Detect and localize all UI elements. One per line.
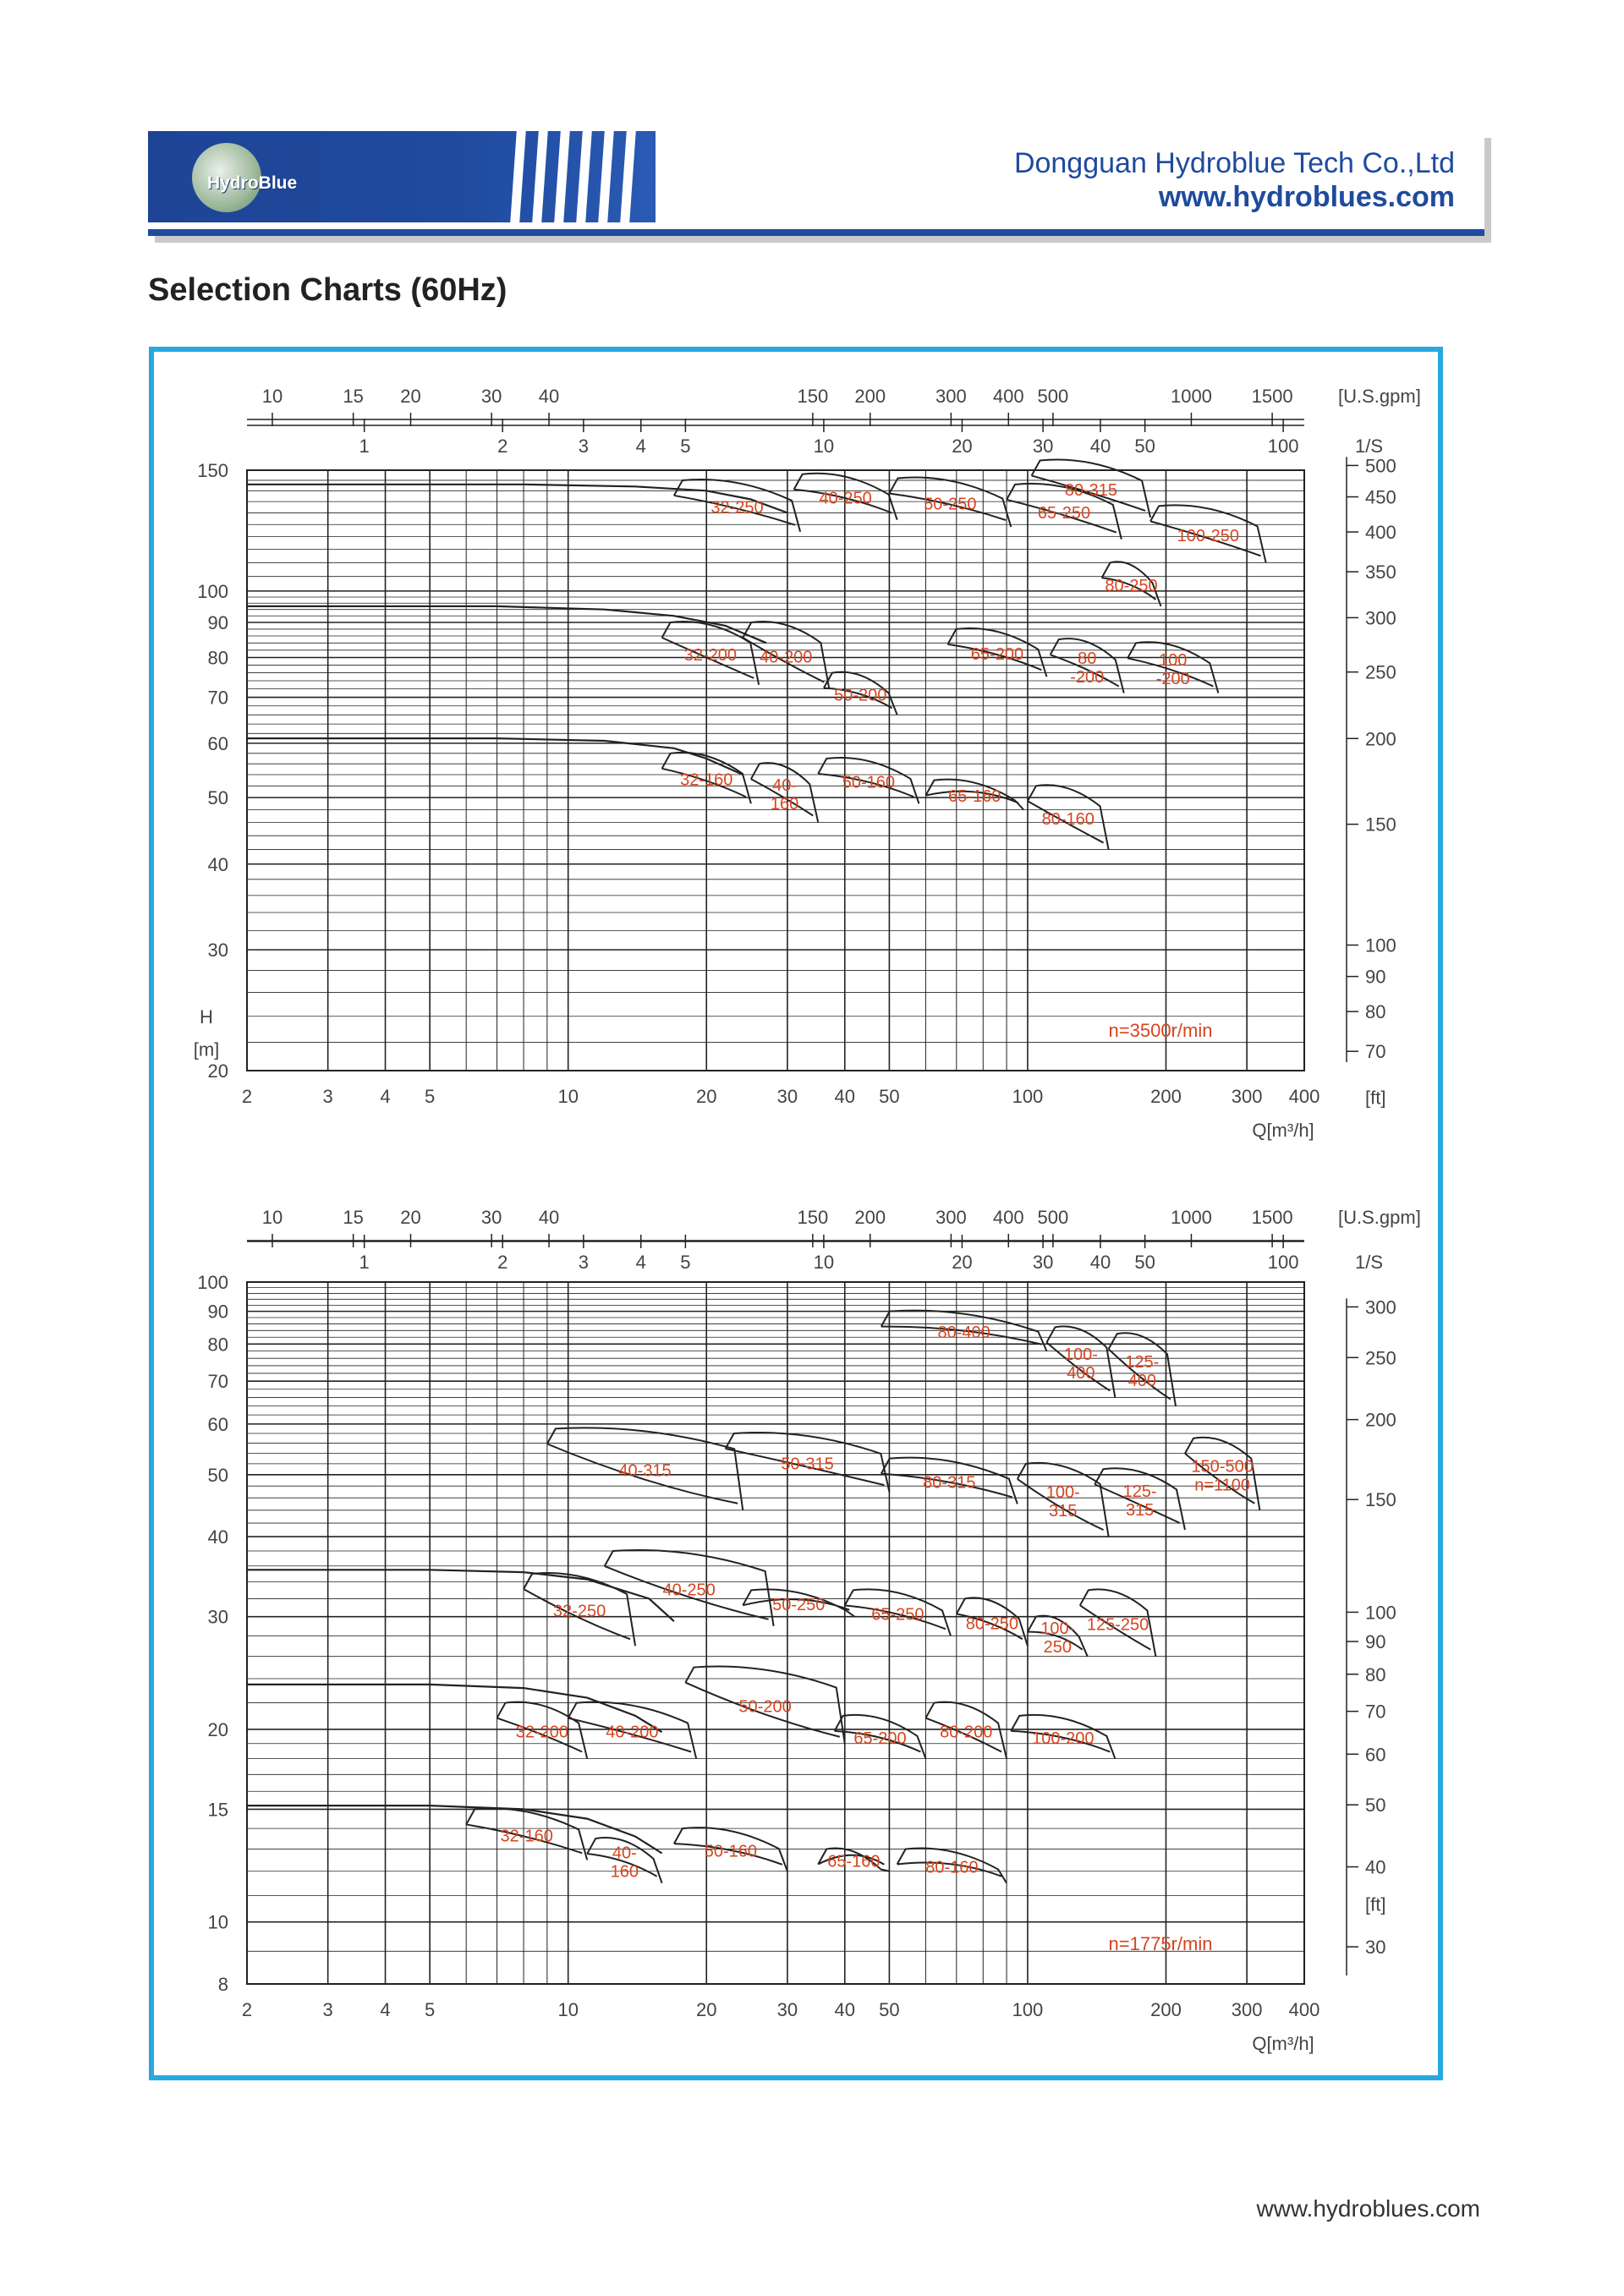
ls-tick-label: 2 [497,1252,508,1273]
x-tick-label: 2 [241,1999,253,2020]
pump-model-label: 65-250 [871,1605,924,1625]
gpm-tick-label: 10 [261,386,283,407]
pump-model-label: 40- [772,775,798,795]
ls-tick-label: 4 [635,1252,646,1273]
right-tick-label: 100 [1365,1602,1396,1624]
right-tick-label: 350 [1365,562,1396,584]
ls-tick-label: 100 [1267,436,1299,457]
pump-model-label: 65-160 [948,787,1001,807]
gpm-tick-label: 40 [538,386,560,407]
ls-axis-label: 1/S [1355,1252,1384,1273]
pump-model-label: 150-500 [1191,1457,1254,1477]
gpm-tick-label: 300 [935,386,967,407]
speed-label: n=1775r/min [1108,1933,1213,1954]
pump-model-label: 50-250 [924,495,977,514]
gpm-tick-label: 20 [400,386,421,407]
pump-model-label: -200 [1070,667,1105,687]
pump-model-label: 160 [610,1862,639,1882]
gpm-tick-label: 500 [1037,1207,1069,1228]
pump-model-label: 80-250 [965,1614,1019,1634]
selection-charts [154,352,1438,2075]
y-tick-label: 40 [207,1526,228,1548]
right-tick-label: 70 [1365,1041,1386,1063]
gpm-tick-label: 30 [480,1207,502,1228]
pump-model-label: 32-200 [515,1723,569,1742]
pump-model-label: 50-315 [781,1455,834,1474]
x-tick-label: 100 [1012,1999,1044,2020]
y-axis-label: H [200,1006,213,1027]
ls-tick-label: 1 [359,436,370,457]
right-tick-label: 250 [1365,661,1396,683]
x-tick-label: 50 [879,1999,900,2020]
gpm-tick-label: 200 [854,386,886,407]
pump-model-label: 80 [1078,649,1097,668]
pump-model-label: 40-315 [618,1461,672,1481]
x-tick-label: 40 [834,1999,856,2020]
pump-model-label: 80-200 [940,1723,993,1742]
gpm-tick-label: 15 [343,386,364,407]
pump-model-label: 125-250 [1086,1615,1149,1635]
pump-model-label: 40-200 [606,1723,659,1742]
right-tick-label: 150 [1365,1489,1396,1511]
right-tick-label: 70 [1365,1701,1386,1723]
pump-model-label: 32-160 [500,1827,553,1846]
pump-model-label: 65-200 [970,645,1024,665]
gpm-tick-label: 1500 [1251,386,1293,407]
header-logo-panel [148,131,656,222]
x-tick-label: 300 [1231,1999,1263,2020]
right-tick-label: 40 [1365,1856,1386,1878]
y-tick-label: 90 [207,1301,228,1323]
gpm-tick-label: 1500 [1251,1207,1293,1228]
company-info [1014,146,1455,214]
gpm-tick-label: 150 [797,386,829,407]
gpm-tick-label: 200 [854,1207,886,1228]
y-tick-label: 20 [207,1060,228,1082]
pump-model-label: 400 [1127,1371,1156,1390]
x-tick-label: 200 [1150,1086,1182,1107]
pump-model-label: 160 [770,794,799,814]
right-tick-label: 90 [1365,966,1386,988]
gpm-tick-label: 15 [343,1207,364,1228]
ls-tick-label: 30 [1032,1252,1054,1273]
footer-website: www.hydroblues.com [1256,2195,1480,2222]
chart-frame [149,347,1443,2080]
y-tick-label: 60 [207,732,228,754]
page-title: Selection Charts (60Hz) [148,272,508,308]
gpm-tick-label: 10 [261,1207,283,1228]
y-tick-label: 80 [207,647,228,669]
right-tick-label: 300 [1365,607,1396,629]
pump-model-label: 50-160 [842,773,895,792]
pump-model-label: 65-250 [1037,504,1091,523]
pump-model-label: 80-400 [937,1323,990,1343]
plot-border [247,470,1304,1071]
head-curve [247,1806,662,1853]
x-tick-label: 200 [1150,1999,1182,2020]
pump-model-label: 32-160 [680,770,733,790]
y-tick-label: 150 [197,460,228,481]
x-tick-label: 5 [425,1086,436,1107]
logo-text: HydroBlue [207,173,298,193]
y-tick-label: 70 [207,1371,228,1393]
pump-model-label: 65-200 [853,1729,907,1749]
right-tick-label: 50 [1365,1795,1386,1817]
x-tick-label: 50 [879,1086,900,1107]
x-tick-label: 20 [695,1086,717,1107]
ls-tick-label: 50 [1134,436,1155,457]
pump-model-label: 50-200 [738,1697,792,1717]
right-tick-label: 90 [1365,1631,1386,1653]
y-tick-label: 70 [207,687,228,709]
y-tick-label: 80 [207,1334,228,1356]
x-axis-label: Q[m³/h] [1252,2033,1314,2054]
ls-tick-label: 1 [359,1252,370,1273]
pump-model-label: 315 [1125,1501,1155,1521]
y-tick-label: 50 [207,1464,228,1486]
x-tick-label: 20 [695,1999,717,2020]
pump-model-label: 315 [1049,1502,1078,1521]
right-tick-label: 100 [1365,934,1396,956]
y-tick-label: 40 [207,853,228,875]
pump-model-label: 50-200 [834,686,887,705]
x-tick-label: 10 [557,1999,579,2020]
pump-model-label: 80-160 [1041,809,1095,829]
gpm-tick-label: 400 [992,1207,1024,1228]
x-tick-label: 4 [380,1086,391,1107]
pump-model-label: 65-160 [827,1852,881,1871]
pump-model-label: -200 [1155,669,1190,688]
gpm-tick-label: 500 [1037,386,1069,407]
x-tick-label: 2 [241,1086,253,1107]
pump-model-label: 100- [1040,1619,1075,1639]
x-tick-label: 3 [322,1999,333,2020]
pump-model-label: 40-250 [819,489,872,508]
ls-tick-label: 5 [680,1252,691,1273]
y-tick-label: 30 [207,1606,228,1628]
gpm-tick-label: 30 [480,386,502,407]
head-curve [247,606,766,643]
pump-model-label: 100 [1159,650,1188,670]
x-tick-label: 5 [425,1999,436,2020]
company-name: Dongguan Hydroblue Tech Co.,Ltd [1013,147,1455,179]
ls-tick-label: 4 [635,436,646,457]
pump-model-label: n=1100 [1194,1476,1251,1495]
pump-model-label: 40-200 [760,648,813,667]
gpm-tick-label: 1000 [1170,386,1212,407]
pump-model-label: 50-160 [704,1842,758,1861]
x-tick-label: 10 [557,1086,579,1107]
pump-model-label: 40- [612,1844,637,1863]
pump-model-label: 250 [1043,1638,1073,1658]
pump-model-label: 32-250 [552,1602,606,1621]
x-axis-label: Q[m³/h] [1252,1120,1314,1141]
y-tick-label: 90 [207,612,228,634]
ls-tick-label: 10 [813,436,835,457]
y-tick-label: 60 [207,1413,228,1435]
ls-tick-label: 30 [1032,436,1054,457]
right-tick-label: 60 [1365,1744,1386,1766]
pump-model-label: 125- [1125,1352,1160,1372]
pump-model-label: 80-315 [923,1473,976,1493]
x-tick-label: 30 [776,1086,798,1107]
right-tick-label: 80 [1365,1001,1386,1023]
x-tick-label: 100 [1012,1086,1044,1107]
y-tick-label: 30 [207,940,228,962]
pump-model-label: 400 [1067,1363,1095,1383]
right-axis-label: [ft] [1365,1087,1386,1109]
right-tick-label: 30 [1365,1937,1386,1959]
gpm-tick-label: 150 [797,1207,829,1228]
ls-tick-label: 5 [680,436,691,457]
speed-label: n=3500r/min [1108,1020,1213,1041]
pump-model-label: 80-250 [1105,577,1158,596]
gpm-tick-label: 300 [935,1207,967,1228]
gpm-tick-label: 40 [538,1207,560,1228]
y-tick-label: 8 [217,1974,228,1995]
gpm-axis-label: [U.S.gpm] [1338,386,1421,407]
pump-model-label: 80-160 [925,1858,979,1877]
y-tick-label: 100 [197,580,228,602]
pump-model-label: 40-250 [662,1581,716,1600]
gpm-axis-label: [U.S.gpm] [1338,1207,1421,1228]
ls-tick-label: 100 [1267,1252,1299,1273]
pump-model-label: 80-315 [1064,481,1117,501]
ls-tick-label: 3 [578,1252,589,1273]
head-curve [247,1570,674,1621]
x-tick-label: 4 [380,1999,391,2020]
ls-tick-label: 10 [813,1252,835,1273]
y-tick-label: 20 [207,1718,228,1740]
right-tick-label: 300 [1365,1296,1396,1318]
pump-model-label: 32-200 [683,645,738,665]
pump-model-label: 100-250 [1177,526,1240,545]
pump-model-label: 100-200 [1032,1729,1095,1749]
x-tick-label: 30 [776,1999,798,2020]
y-tick-label: 50 [207,787,228,809]
header-stripes [503,131,656,222]
ls-axis-label: 1/S [1355,436,1384,457]
right-tick-label: 200 [1365,1409,1396,1431]
pump-model-label: 100- [1045,1483,1080,1503]
right-tick-label: 450 [1365,486,1396,508]
x-tick-label: 40 [834,1086,856,1107]
right-axis-label: [ft] [1365,1893,1386,1915]
x-tick-label: 300 [1231,1086,1263,1107]
right-tick-label: 80 [1365,1663,1386,1685]
gpm-tick-label: 1000 [1170,1207,1212,1228]
ls-tick-label: 40 [1089,1252,1111,1273]
ls-tick-label: 2 [497,436,508,457]
pump-model-label: 32-250 [710,498,764,518]
right-tick-label: 500 [1365,455,1396,477]
gpm-tick-label: 400 [992,386,1024,407]
pump-model-label: 50-250 [772,1595,826,1614]
right-tick-label: 400 [1365,522,1396,544]
ls-tick-label: 20 [952,436,973,457]
gpm-tick-label: 20 [400,1207,421,1228]
y-tick-label: 100 [197,1272,228,1293]
ls-tick-label: 50 [1134,1252,1155,1273]
y-tick-label: 10 [207,1911,228,1933]
right-tick-label: 200 [1365,728,1396,750]
x-tick-label: 400 [1288,1999,1320,2020]
x-tick-label: 400 [1288,1086,1320,1107]
right-tick-label: 150 [1365,814,1396,836]
y-tick-label: 15 [207,1799,228,1821]
ls-tick-label: 20 [952,1252,973,1273]
header-banner [148,131,1484,236]
right-tick-label: 250 [1365,1347,1396,1369]
company-website: www.hydroblues.com [1158,181,1455,213]
pump-model-label: 100- [1063,1345,1098,1364]
x-tick-label: 3 [322,1086,333,1107]
ls-tick-label: 40 [1089,436,1111,457]
pump-model-label: 125- [1122,1482,1157,1502]
y-axis-unit: [m] [193,1038,220,1060]
ls-tick-label: 3 [578,436,589,457]
